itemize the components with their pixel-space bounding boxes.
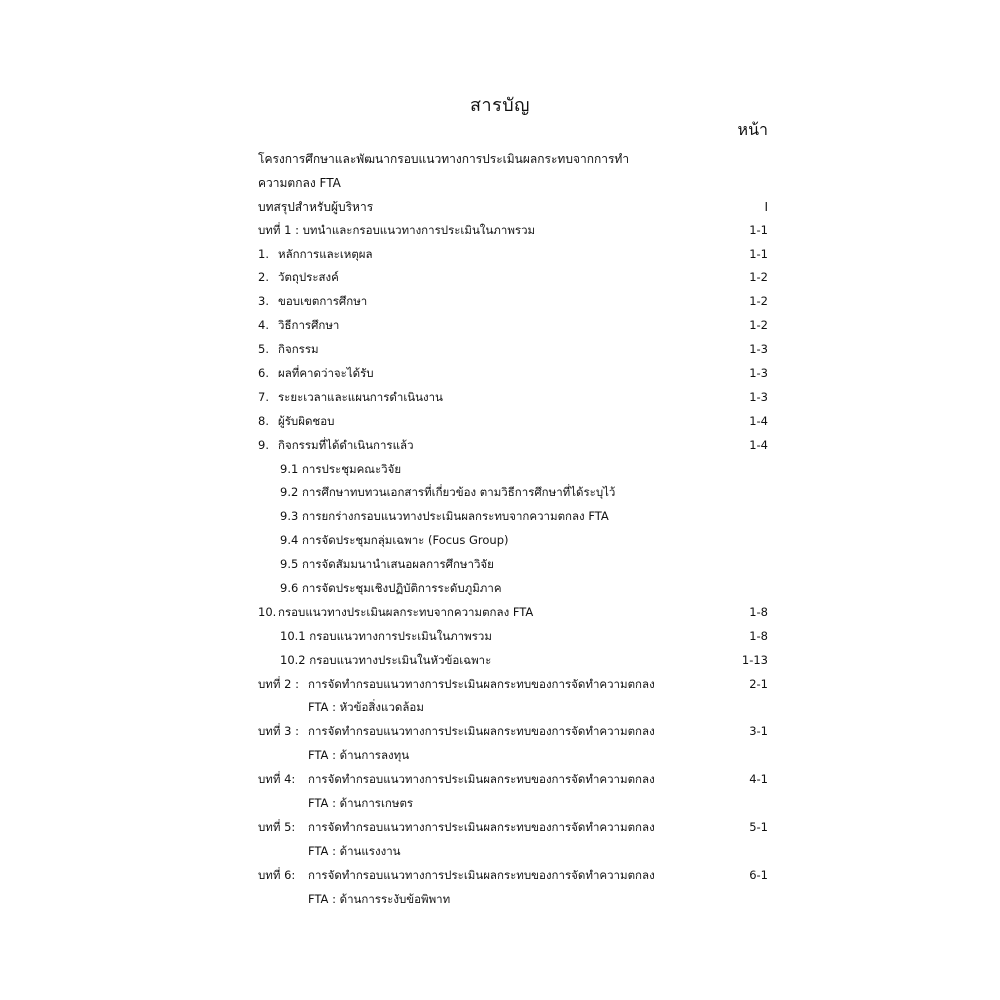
toc-entry-number: บทที่ 6: bbox=[258, 867, 296, 882]
toc-entry bbox=[258, 341, 768, 365]
toc-entry-page: 1-13 bbox=[741, 652, 768, 667]
toc-entry-page: 1-3 bbox=[749, 342, 768, 357]
toc-entry-text: ผลที่คาดว่าจะได้รับ bbox=[278, 366, 374, 381]
toc-entry-text: วิธีการศึกษา bbox=[278, 318, 340, 333]
toc-entry-number: 2. bbox=[258, 270, 269, 285]
toc-entry bbox=[258, 365, 768, 389]
toc-entry bbox=[258, 461, 768, 485]
toc-entry-number: 10. bbox=[258, 604, 277, 619]
toc-entry-text: 9.2 การศึกษาทบทวนเอกสารที่เกี่ยวข้อง ตามวิธีการศึกษาที่ได้ระบุไว้ bbox=[280, 485, 616, 500]
toc-entry-page: 5-1 bbox=[749, 819, 768, 834]
toc-entry-page: 1-8 bbox=[749, 628, 768, 643]
toc-entry-text: 10.1 กรอบแนวทางการประเมินในภาพรวม bbox=[280, 628, 492, 643]
toc-entry-number: 8. bbox=[258, 413, 269, 428]
toc-entry-text: การจัดทำกรอบแนวทางการประเมินผลกระทบของการจัดทำความตกลง bbox=[308, 724, 655, 739]
toc-entry bbox=[258, 819, 768, 843]
toc-entry bbox=[258, 484, 768, 508]
toc-entry-text: การจัดทำกรอบแนวทางการประเมินผลกระทบของการจัดทำความตกลง bbox=[308, 676, 655, 691]
toc-entry-text: FTA : ด้านการระงับข้อพิพาท bbox=[308, 891, 451, 906]
toc-entry-page: 1-2 bbox=[749, 270, 768, 285]
toc-entry-text: FTA : หัวข้อสิ่งแวดล้อม bbox=[308, 700, 424, 715]
page-number-header: หน้า bbox=[737, 120, 768, 139]
toc-entry-page: I bbox=[764, 199, 768, 214]
toc-entry-text: บทสรุปสำหรับผู้บริหาร bbox=[258, 199, 374, 214]
toc-entry-number: 1. bbox=[258, 246, 269, 261]
toc-entry bbox=[258, 246, 768, 270]
toc-entry bbox=[258, 628, 768, 652]
toc-entry-text: 9.6 การจัดประชุมเชิงปฏิบัติการระดับภูมิภาค bbox=[280, 581, 502, 596]
toc-entry-number: 3. bbox=[258, 294, 269, 309]
toc-entry-number: บทที่ 3 : bbox=[258, 724, 299, 739]
page-title: สารบัญ bbox=[469, 95, 531, 116]
toc-entry-text: 9.1 การประชุมคณะวิจัย bbox=[280, 461, 402, 476]
toc-entry-number: 7. bbox=[258, 389, 269, 404]
toc-entry bbox=[258, 150, 768, 174]
toc-entry-number: 5. bbox=[258, 342, 269, 357]
toc-entry bbox=[258, 198, 768, 222]
toc-entry-page: 3-1 bbox=[749, 724, 768, 739]
toc-entry bbox=[258, 867, 768, 891]
toc-entry-number: บทที่ 5: bbox=[258, 819, 296, 834]
toc-entry-text: การจัดทำกรอบแนวทางการประเมินผลกระทบของการจัดทำความตกลง bbox=[308, 819, 655, 834]
toc-entry bbox=[258, 652, 768, 676]
toc-entry-text: ขอบเขตการศึกษา bbox=[278, 294, 368, 309]
toc-entry-text: หลักการและเหตุผล bbox=[278, 246, 373, 261]
toc-entry bbox=[258, 676, 768, 700]
toc-entry-text: โครงการศึกษาและพัฒนากรอบแนวทางการประเมินผลกระทบจากการทำ bbox=[258, 152, 630, 166]
toc-entry bbox=[258, 293, 768, 317]
toc-entry-page: 1-4 bbox=[749, 437, 768, 452]
toc-entry-number: 9. bbox=[258, 437, 269, 452]
toc-entry bbox=[258, 771, 768, 795]
toc-entry-text: การจัดทำกรอบแนวทางการประเมินผลกระทบของการจัดทำความตกลง bbox=[308, 772, 655, 787]
toc-entry-text: กิจกรรม bbox=[278, 342, 319, 357]
toc-entry-page: 1-3 bbox=[749, 366, 768, 381]
toc-entry bbox=[258, 723, 768, 747]
toc-entry-text: กิจกรรมที่ได้ดำเนินการแล้ว bbox=[278, 437, 414, 452]
toc-entry bbox=[258, 317, 768, 341]
toc-entry bbox=[258, 508, 768, 532]
toc-entry-text: FTA : ด้านแรงงาน bbox=[308, 843, 401, 858]
toc-entry bbox=[258, 580, 768, 604]
toc-entry-text: การจัดทำกรอบแนวทางการประเมินผลกระทบของการจัดทำความตกลง bbox=[308, 867, 655, 882]
toc-entry bbox=[258, 389, 768, 413]
toc-entry-page: 1-8 bbox=[749, 604, 768, 619]
toc-entry-text: วัตถุประสงค์ bbox=[278, 270, 339, 285]
toc-entry bbox=[258, 843, 768, 867]
toc-entry-text: บทที่ 1 : บทนำและกรอบแนวทางการประเมินในภาพรวม bbox=[258, 222, 536, 237]
toc-entry bbox=[258, 699, 768, 723]
toc-entry bbox=[258, 604, 768, 628]
toc-entry-number: 4. bbox=[258, 318, 269, 333]
toc-entry bbox=[258, 795, 768, 819]
toc-entry bbox=[258, 556, 768, 580]
toc-entry-text: FTA : ด้านการลงทุน bbox=[308, 748, 410, 763]
toc-entry bbox=[258, 222, 768, 246]
toc-entry-text: ความตกลง FTA bbox=[258, 175, 341, 190]
toc-entry-text: 9.4 การจัดประชุมกลุ่มเฉพาะ (Focus Group) bbox=[280, 533, 509, 548]
toc-entry bbox=[258, 269, 768, 293]
toc-entry-number: บทที่ 4: bbox=[258, 772, 296, 787]
toc-entry-page: 2-1 bbox=[749, 676, 768, 691]
toc-entry-page: 4-1 bbox=[749, 772, 768, 787]
toc-entry-text: FTA : ด้านการเกษตร bbox=[308, 796, 414, 811]
toc-entry-text: ระยะเวลาและแผนการดำเนินงาน bbox=[278, 389, 443, 404]
toc-entry-text: 10.2 กรอบแนวทางประเมินในหัวข้อเฉพาะ bbox=[280, 652, 492, 667]
toc-entry bbox=[258, 747, 768, 771]
toc-entry-page: 1-1 bbox=[749, 246, 768, 261]
toc-entry-page: 1-1 bbox=[749, 222, 768, 237]
toc-entry-page: 1-2 bbox=[749, 294, 768, 309]
toc-entry-text: กรอบแนวทางประเมินผลกระทบจากความตกลง FTA bbox=[278, 604, 534, 619]
toc-entry bbox=[258, 532, 768, 556]
toc-entry-number: 6. bbox=[258, 366, 269, 381]
toc-entry-page: 1-2 bbox=[749, 318, 768, 333]
toc-entry-text: 9.3 การยกร่างกรอบแนวทางประเมินผลกระทบจากความตกลง FTA bbox=[280, 509, 609, 524]
toc-entry bbox=[258, 891, 768, 915]
toc-entry-text: 9.5 การจัดสัมมนานำเสนอผลการศึกษาวิจัย bbox=[280, 557, 494, 572]
table-of-contents bbox=[258, 150, 768, 915]
toc-entry-page: 1-3 bbox=[749, 389, 768, 404]
toc-entry-page: 6-1 bbox=[749, 867, 768, 882]
toc-entry bbox=[258, 413, 768, 437]
toc-entry-text: ผู้รับผิดชอบ bbox=[278, 413, 335, 428]
toc-entry-number: บทที่ 2 : bbox=[258, 676, 299, 691]
toc-entry-page: 1-4 bbox=[749, 413, 768, 428]
toc-entry bbox=[258, 174, 768, 198]
toc-entry bbox=[258, 437, 768, 461]
